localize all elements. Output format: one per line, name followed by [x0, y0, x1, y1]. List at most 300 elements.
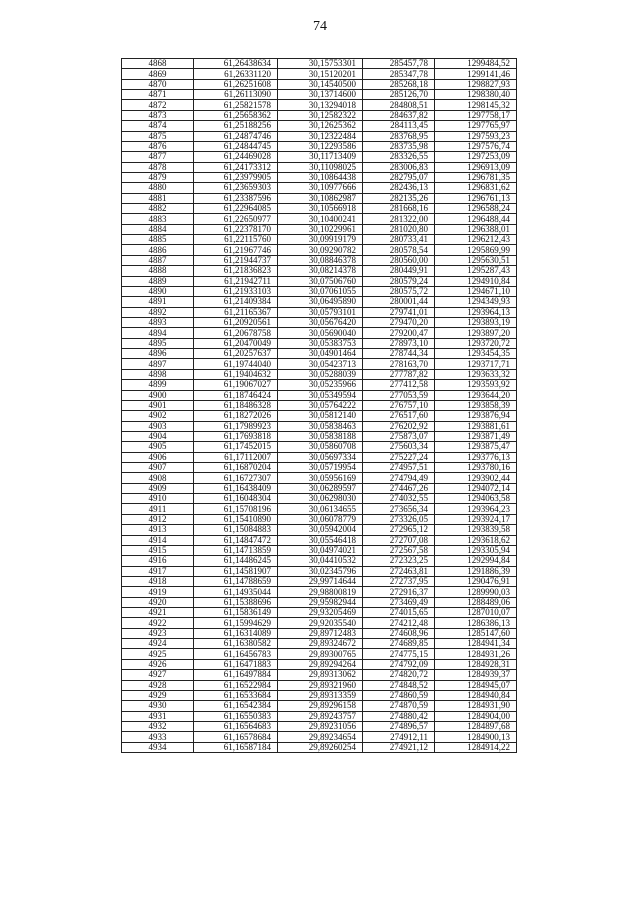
y-coordinate-cell: 1293454,35 [435, 349, 517, 359]
point-number-cell: 4923 [122, 628, 194, 638]
x-coordinate-cell: 272737,95 [363, 576, 435, 586]
longitude-cell: 30,05235966 [278, 380, 363, 390]
table-row [122, 431, 517, 441]
table-row [122, 141, 517, 151]
table-row [122, 494, 517, 504]
table-row [122, 618, 517, 628]
point-number-cell: 4891 [122, 297, 194, 307]
table-row [122, 452, 517, 462]
latitude-cell: 61,16314089 [194, 628, 278, 638]
point-number-cell: 4931 [122, 711, 194, 721]
latitude-cell: 61,21409384 [194, 297, 278, 307]
x-coordinate-cell: 280579,24 [363, 276, 435, 286]
point-number-cell: 4890 [122, 286, 194, 296]
point-number-cell: 4925 [122, 649, 194, 659]
longitude-cell: 29,89321960 [278, 680, 363, 690]
y-coordinate-cell: 1294671,10 [435, 286, 517, 296]
x-coordinate-cell: 274608,96 [363, 628, 435, 638]
y-coordinate-cell: 1293717,71 [435, 359, 517, 369]
point-number-cell: 4932 [122, 722, 194, 732]
x-coordinate-cell: 274792,09 [363, 659, 435, 669]
longitude-cell: 30,10864438 [278, 172, 363, 182]
x-coordinate-cell: 272567,58 [363, 545, 435, 555]
y-coordinate-cell: 1291886,39 [435, 566, 517, 576]
longitude-cell: 30,13294018 [278, 100, 363, 110]
latitude-cell: 61,23387596 [194, 193, 278, 203]
longitude-cell: 30,09919179 [278, 235, 363, 245]
longitude-cell: 30,07061055 [278, 286, 363, 296]
point-number-cell: 4888 [122, 266, 194, 276]
point-number-cell: 4907 [122, 463, 194, 473]
y-coordinate-cell: 1289990,03 [435, 587, 517, 597]
x-coordinate-cell: 285126,70 [363, 90, 435, 100]
x-coordinate-cell: 284113,45 [363, 121, 435, 131]
point-number-cell: 4910 [122, 494, 194, 504]
page-number: 74 [313, 19, 327, 34]
point-number-cell: 4870 [122, 79, 194, 89]
longitude-cell: 30,09290782 [278, 245, 363, 255]
longitude-cell: 30,10400241 [278, 214, 363, 224]
longitude-cell: 30,11713409 [278, 152, 363, 162]
point-number-cell: 4899 [122, 380, 194, 390]
x-coordinate-cell: 272707,08 [363, 535, 435, 545]
longitude-cell: 30,10862987 [278, 193, 363, 203]
point-number-cell: 4905 [122, 442, 194, 452]
table-row [122, 535, 517, 545]
table-row [122, 214, 517, 224]
table-row [122, 286, 517, 296]
longitude-cell: 30,05812140 [278, 411, 363, 421]
latitude-cell: 61,22115760 [194, 235, 278, 245]
longitude-cell: 29,98800819 [278, 587, 363, 597]
table-row [122, 317, 517, 327]
latitude-cell: 61,16587184 [194, 742, 278, 752]
table-row [122, 566, 517, 576]
x-coordinate-cell: 274775,15 [363, 649, 435, 659]
y-coordinate-cell: 1286386,13 [435, 618, 517, 628]
point-number-cell: 4924 [122, 639, 194, 649]
latitude-cell: 61,20920561 [194, 317, 278, 327]
point-number-cell: 4869 [122, 69, 194, 79]
table-row [122, 100, 517, 110]
point-number-cell: 4898 [122, 369, 194, 379]
latitude-cell: 61,20678758 [194, 328, 278, 338]
point-number-cell: 4885 [122, 235, 194, 245]
point-number-cell: 4872 [122, 100, 194, 110]
x-coordinate-cell: 274212,48 [363, 618, 435, 628]
y-coordinate-cell: 1293881,61 [435, 421, 517, 431]
latitude-cell: 61,21944737 [194, 255, 278, 265]
x-coordinate-cell: 279741,01 [363, 307, 435, 317]
table-row [122, 328, 517, 338]
y-coordinate-cell: 1293871,49 [435, 431, 517, 441]
longitude-cell: 30,06289597 [278, 483, 363, 493]
table-row [122, 483, 517, 493]
point-number-cell: 4933 [122, 732, 194, 742]
table-row [122, 204, 517, 214]
longitude-cell: 30,05690040 [278, 328, 363, 338]
longitude-cell: 29,99714644 [278, 576, 363, 586]
latitude-cell: 61,26113090 [194, 90, 278, 100]
x-coordinate-cell: 282135,26 [363, 193, 435, 203]
point-number-cell: 4879 [122, 172, 194, 182]
x-coordinate-cell: 283006,83 [363, 162, 435, 172]
table-row [122, 369, 517, 379]
y-coordinate-cell: 1297765,97 [435, 121, 517, 131]
longitude-cell: 30,07506760 [278, 276, 363, 286]
x-coordinate-cell: 279200,47 [363, 328, 435, 338]
y-coordinate-cell: 1295287,43 [435, 266, 517, 276]
latitude-cell: 61,14847472 [194, 535, 278, 545]
table-row [122, 59, 517, 69]
longitude-cell: 30,04410532 [278, 556, 363, 566]
x-coordinate-cell: 285347,78 [363, 69, 435, 79]
latitude-cell: 61,15994629 [194, 618, 278, 628]
x-coordinate-cell: 285457,78 [363, 59, 435, 69]
x-coordinate-cell: 280449,91 [363, 266, 435, 276]
y-coordinate-cell: 1285147,60 [435, 628, 517, 638]
latitude-cell: 61,16471883 [194, 659, 278, 669]
y-coordinate-cell: 1296761,13 [435, 193, 517, 203]
x-coordinate-cell: 281020,80 [363, 224, 435, 234]
coordinates-table [121, 58, 517, 753]
x-coordinate-cell: 276202,92 [363, 421, 435, 431]
y-coordinate-cell: 1297253,09 [435, 152, 517, 162]
x-coordinate-cell: 280733,41 [363, 235, 435, 245]
x-coordinate-cell: 274880,42 [363, 711, 435, 721]
point-number-cell: 4897 [122, 359, 194, 369]
table-row [122, 442, 517, 452]
table-row [122, 597, 517, 607]
latitude-cell: 61,17693818 [194, 431, 278, 441]
x-coordinate-cell: 280560,00 [363, 255, 435, 265]
table-row [122, 172, 517, 182]
longitude-cell: 30,10566918 [278, 204, 363, 214]
x-coordinate-cell: 278973,10 [363, 338, 435, 348]
x-coordinate-cell: 280575,72 [363, 286, 435, 296]
longitude-cell: 29,89300765 [278, 649, 363, 659]
table-row [122, 680, 517, 690]
y-coordinate-cell: 1293593,92 [435, 380, 517, 390]
y-coordinate-cell: 1287010,07 [435, 608, 517, 618]
table-row [122, 504, 517, 514]
point-number-cell: 4908 [122, 473, 194, 483]
longitude-cell: 30,10229961 [278, 224, 363, 234]
point-number-cell: 4902 [122, 411, 194, 421]
point-number-cell: 4880 [122, 183, 194, 193]
y-coordinate-cell: 1288489,06 [435, 597, 517, 607]
x-coordinate-cell: 274467,26 [363, 483, 435, 493]
y-coordinate-cell: 1293839,58 [435, 525, 517, 535]
point-number-cell: 4886 [122, 245, 194, 255]
latitude-cell: 61,21165367 [194, 307, 278, 317]
latitude-cell: 61,15708196 [194, 504, 278, 514]
y-coordinate-cell: 1293644,20 [435, 390, 517, 400]
table-row [122, 224, 517, 234]
point-number-cell: 4881 [122, 193, 194, 203]
longitude-cell: 30,05288039 [278, 369, 363, 379]
longitude-cell: 29,89243757 [278, 711, 363, 721]
latitude-cell: 61,18272026 [194, 411, 278, 421]
table-row [122, 69, 517, 79]
x-coordinate-cell: 274860,59 [363, 690, 435, 700]
x-coordinate-cell: 283768,95 [363, 131, 435, 141]
latitude-cell: 61,26438634 [194, 59, 278, 69]
longitude-cell: 30,05676420 [278, 317, 363, 327]
y-coordinate-cell: 1293893,19 [435, 317, 517, 327]
latitude-cell: 61,19744040 [194, 359, 278, 369]
y-coordinate-cell: 1297576,74 [435, 141, 517, 151]
longitude-cell: 29,93205469 [278, 608, 363, 618]
longitude-cell: 30,05793101 [278, 307, 363, 317]
latitude-cell: 61,21967746 [194, 245, 278, 255]
point-number-cell: 4928 [122, 680, 194, 690]
point-number-cell: 4873 [122, 110, 194, 120]
longitude-cell: 29,89260254 [278, 742, 363, 752]
longitude-cell: 30,12625362 [278, 121, 363, 131]
x-coordinate-cell: 277787,82 [363, 369, 435, 379]
point-number-cell: 4875 [122, 131, 194, 141]
table-row [122, 576, 517, 586]
y-coordinate-cell: 1294349,93 [435, 297, 517, 307]
y-coordinate-cell: 1296212,43 [435, 235, 517, 245]
y-coordinate-cell: 1293776,13 [435, 452, 517, 462]
y-coordinate-cell: 1296831,62 [435, 183, 517, 193]
longitude-cell: 30,05383753 [278, 338, 363, 348]
longitude-cell: 29,89231056 [278, 722, 363, 732]
latitude-cell: 61,16870204 [194, 463, 278, 473]
x-coordinate-cell: 274032,55 [363, 494, 435, 504]
x-coordinate-cell: 278744,34 [363, 349, 435, 359]
latitude-cell: 61,20257637 [194, 349, 278, 359]
longitude-cell: 30,06078779 [278, 514, 363, 524]
longitude-cell: 30,12322484 [278, 131, 363, 141]
longitude-cell: 29,95982944 [278, 597, 363, 607]
y-coordinate-cell: 1294910,84 [435, 276, 517, 286]
y-coordinate-cell: 1298145,32 [435, 100, 517, 110]
longitude-cell: 30,05838463 [278, 421, 363, 431]
longitude-cell: 30,11098025 [278, 162, 363, 172]
table-row [122, 131, 517, 141]
table-row [122, 463, 517, 473]
x-coordinate-cell: 285268,18 [363, 79, 435, 89]
point-number-cell: 4889 [122, 276, 194, 286]
y-coordinate-cell: 1293924,17 [435, 514, 517, 524]
x-coordinate-cell: 280578,54 [363, 245, 435, 255]
table-row [122, 400, 517, 410]
latitude-cell: 61,25658362 [194, 110, 278, 120]
x-coordinate-cell: 278163,70 [363, 359, 435, 369]
latitude-cell: 61,14935044 [194, 587, 278, 597]
latitude-cell: 61,18486328 [194, 400, 278, 410]
longitude-cell: 30,06495890 [278, 297, 363, 307]
y-coordinate-cell: 1293964,13 [435, 307, 517, 317]
x-coordinate-cell: 275227,24 [363, 452, 435, 462]
longitude-cell: 30,04974021 [278, 545, 363, 555]
longitude-cell: 30,08214378 [278, 266, 363, 276]
table-row [122, 514, 517, 524]
table-row [122, 659, 517, 669]
point-number-cell: 4877 [122, 152, 194, 162]
latitude-cell: 61,15388696 [194, 597, 278, 607]
table-row [122, 545, 517, 555]
y-coordinate-cell: 1296781,35 [435, 172, 517, 182]
x-coordinate-cell: 274820,72 [363, 670, 435, 680]
x-coordinate-cell: 277412,58 [363, 380, 435, 390]
y-coordinate-cell: 1284940,84 [435, 690, 517, 700]
point-number-cell: 4895 [122, 338, 194, 348]
x-coordinate-cell: 281668,16 [363, 204, 435, 214]
x-coordinate-cell: 275873,07 [363, 431, 435, 441]
latitude-cell: 61,19404632 [194, 369, 278, 379]
x-coordinate-cell: 283326,55 [363, 152, 435, 162]
longitude-cell: 30,15120201 [278, 69, 363, 79]
point-number-cell: 4909 [122, 483, 194, 493]
longitude-cell: 30,14540500 [278, 79, 363, 89]
latitude-cell: 61,16727307 [194, 473, 278, 483]
table-row [122, 276, 517, 286]
table-row [122, 162, 517, 172]
x-coordinate-cell: 279470,20 [363, 317, 435, 327]
x-coordinate-cell: 275603,34 [363, 442, 435, 452]
longitude-cell: 29,89296158 [278, 701, 363, 711]
table-row [122, 608, 517, 618]
table-row [122, 297, 517, 307]
latitude-cell: 61,16542384 [194, 701, 278, 711]
table-row [122, 266, 517, 276]
latitude-cell: 61,23979905 [194, 172, 278, 182]
longitude-cell: 29,92035540 [278, 618, 363, 628]
longitude-cell: 30,04901464 [278, 349, 363, 359]
table-row [122, 473, 517, 483]
point-number-cell: 4922 [122, 618, 194, 628]
y-coordinate-cell: 1284941,34 [435, 639, 517, 649]
point-number-cell: 4896 [122, 349, 194, 359]
point-number-cell: 4871 [122, 90, 194, 100]
longitude-cell: 30,05956169 [278, 473, 363, 483]
y-coordinate-cell: 1296913,09 [435, 162, 517, 172]
x-coordinate-cell: 280001,44 [363, 297, 435, 307]
x-coordinate-cell: 281322,00 [363, 214, 435, 224]
y-coordinate-cell: 1284939,37 [435, 670, 517, 680]
longitude-cell: 29,89313062 [278, 670, 363, 680]
latitude-cell: 61,24874746 [194, 131, 278, 141]
longitude-cell: 30,05942004 [278, 525, 363, 535]
longitude-cell: 29,89313359 [278, 690, 363, 700]
table-row [122, 90, 517, 100]
table-row [122, 411, 517, 421]
longitude-cell: 30,10977666 [278, 183, 363, 193]
y-coordinate-cell: 1297758,17 [435, 110, 517, 120]
table-row [122, 235, 517, 245]
point-number-cell: 4934 [122, 742, 194, 752]
point-number-cell: 4878 [122, 162, 194, 172]
point-number-cell: 4917 [122, 566, 194, 576]
y-coordinate-cell: 1296388,01 [435, 224, 517, 234]
table-row [122, 110, 517, 120]
latitude-cell: 61,19067027 [194, 380, 278, 390]
y-coordinate-cell: 1293720,72 [435, 338, 517, 348]
latitude-cell: 61,16522984 [194, 680, 278, 690]
point-number-cell: 4930 [122, 701, 194, 711]
table-row [122, 587, 517, 597]
point-number-cell: 4883 [122, 214, 194, 224]
longitude-cell: 30,06298030 [278, 494, 363, 504]
x-coordinate-cell: 276757,10 [363, 400, 435, 410]
x-coordinate-cell: 282795,07 [363, 172, 435, 182]
y-coordinate-cell: 1293633,32 [435, 369, 517, 379]
y-coordinate-cell: 1294063,58 [435, 494, 517, 504]
point-number-cell: 4916 [122, 556, 194, 566]
table-row [122, 338, 517, 348]
x-coordinate-cell: 274015,65 [363, 608, 435, 618]
point-number-cell: 4884 [122, 224, 194, 234]
table-row [122, 193, 517, 203]
latitude-cell: 61,16578684 [194, 732, 278, 742]
table-row [122, 421, 517, 431]
point-number-cell: 4901 [122, 400, 194, 410]
longitude-cell: 30,05838188 [278, 431, 363, 441]
point-number-cell: 4894 [122, 328, 194, 338]
x-coordinate-cell: 272965,12 [363, 525, 435, 535]
latitude-cell: 61,15836149 [194, 608, 278, 618]
x-coordinate-cell: 274912,11 [363, 732, 435, 742]
y-coordinate-cell: 1293618,62 [435, 535, 517, 545]
y-coordinate-cell: 1284931,26 [435, 649, 517, 659]
table-row [122, 670, 517, 680]
table-row [122, 639, 517, 649]
latitude-cell: 61,17452015 [194, 442, 278, 452]
latitude-cell: 61,17112007 [194, 452, 278, 462]
y-coordinate-cell: 1298380,40 [435, 90, 517, 100]
y-coordinate-cell: 1293875,47 [435, 442, 517, 452]
table-row [122, 711, 517, 721]
latitude-cell: 61,16497884 [194, 670, 278, 680]
latitude-cell: 61,21836823 [194, 266, 278, 276]
point-number-cell: 4868 [122, 59, 194, 69]
latitude-cell: 61,17989923 [194, 421, 278, 431]
point-number-cell: 4920 [122, 597, 194, 607]
point-number-cell: 4915 [122, 545, 194, 555]
x-coordinate-cell: 283735,98 [363, 141, 435, 151]
point-number-cell: 4911 [122, 504, 194, 514]
y-coordinate-cell: 1299484,52 [435, 59, 517, 69]
point-number-cell: 4927 [122, 670, 194, 680]
longitude-cell: 29,89234654 [278, 732, 363, 742]
x-coordinate-cell: 274957,51 [363, 463, 435, 473]
table-row [122, 390, 517, 400]
y-coordinate-cell: 1295869,99 [435, 245, 517, 255]
x-coordinate-cell: 274870,59 [363, 701, 435, 711]
x-coordinate-cell: 272463,81 [363, 566, 435, 576]
latitude-cell: 61,15410890 [194, 514, 278, 524]
longitude-cell: 30,12293586 [278, 141, 363, 151]
latitude-cell: 61,15084883 [194, 525, 278, 535]
table-row [122, 380, 517, 390]
x-coordinate-cell: 277053,59 [363, 390, 435, 400]
y-coordinate-cell: 1290476,91 [435, 576, 517, 586]
y-coordinate-cell: 1293897,20 [435, 328, 517, 338]
y-coordinate-cell: 1298827,93 [435, 79, 517, 89]
latitude-cell: 61,18746424 [194, 390, 278, 400]
table-row [122, 79, 517, 89]
table-row [122, 152, 517, 162]
latitude-cell: 61,16533684 [194, 690, 278, 700]
point-number-cell: 4929 [122, 690, 194, 700]
latitude-cell: 61,16564683 [194, 722, 278, 732]
longitude-cell: 30,05860708 [278, 442, 363, 452]
longitude-cell: 29,89324672 [278, 639, 363, 649]
